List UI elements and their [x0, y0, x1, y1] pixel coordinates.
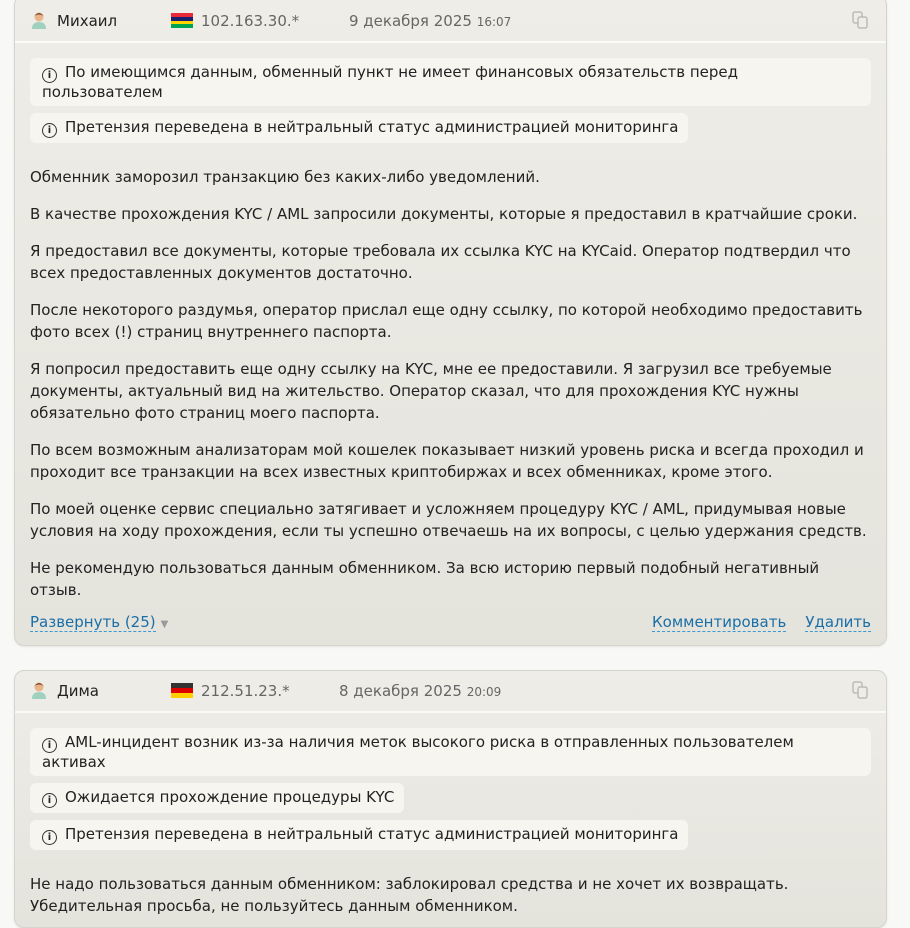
country-flag-icon: [171, 13, 193, 28]
review-text: [30, 166, 871, 601]
info-icon: i: [42, 830, 57, 845]
country-flag-icon: [171, 683, 193, 698]
info-icon: i: [42, 68, 57, 83]
review-header: [15, 671, 886, 713]
badge-text: По имеющимся данным, обменный пункт не имеет финансовых обязательств перед пользователем: [42, 63, 738, 101]
comment-link[interactable]: Комментировать: [652, 613, 787, 631]
info-icon: i: [42, 738, 57, 753]
review-paragraph: Не рекомендую пользоваться данным обменником. За всю историю первый подобный негативный отзыв.: [30, 559, 820, 599]
status-badge: [30, 58, 871, 113]
badge-text: AML-инцидент возник из-за наличия меток высокого риска в отправленных пользователем активах: [42, 733, 794, 771]
review-card: [14, 0, 887, 646]
review-paragraph: Я предоставил все документы, которые требовала их ссылка KYC на KYCaid. Оператор подтвердил что всех предоставленных документов достаточно.: [30, 242, 851, 282]
status-badge: [30, 783, 871, 820]
expand-link[interactable]: Развернуть (25): [30, 613, 156, 631]
date-text: 9 декабря 2025: [349, 12, 472, 30]
delete-link[interactable]: Удалить: [805, 613, 871, 631]
review-paragraph: Не надо пользоваться данным обменником: заблокировал средства и не хочет их возвращать. Убедительная просьба, не пользуйтесь данным обменником.: [30, 875, 789, 915]
badge-text: Претензия переведена в нейтральный статус администрацией мониторинга: [65, 825, 679, 843]
time-text: 20:09: [466, 685, 502, 699]
copy-icon[interactable]: [852, 681, 868, 699]
badge-text: Претензия переведена в нейтральный статус администрацией мониторинга: [65, 118, 679, 136]
author-name[interactable]: Михаил: [57, 12, 118, 30]
badge-text: Ожидается прохождение процедуры KYC: [65, 788, 395, 806]
copy-icon[interactable]: [852, 11, 868, 29]
review-paragraph: Обменник заморозил транзакцию без каких-либо уведомлений.: [30, 168, 540, 186]
ip-address: 212.51.23.*: [201, 682, 290, 700]
review-date: [339, 682, 501, 700]
review-paragraph: В качестве прохождения KYC / AML запросили документы, которые я предоставил в кратчайшие сроки.: [30, 205, 858, 223]
info-icon: i: [42, 123, 57, 138]
author-name[interactable]: Дима: [57, 682, 99, 700]
ip-address: 102.163.30.*: [201, 12, 300, 30]
status-badge: [30, 820, 871, 857]
date-text: 8 декабря 2025: [339, 682, 462, 700]
review-paragraph: Я попросил предоставить еще одну ссылку на KYC, мне ее предоставили. Я загрузил все требуемые документы, актуальный вид на жительство. Оператор сказал, что для прохождения KYC нужны обязательно фото страниц моего паспорта.: [30, 360, 832, 422]
review-card: [14, 670, 887, 928]
review-footer: [30, 613, 871, 635]
review-text: [30, 873, 871, 917]
info-icon: i: [42, 793, 57, 808]
time-text: 16:07: [476, 15, 512, 29]
review-paragraph: По всем возможным анализаторам мой кошелек показывает низкий уровень риска и всегда проходил и проходит все транзакции на всех известных криптобиржах и всех обменниках, кроме этого.: [30, 441, 864, 481]
status-badge: [30, 728, 871, 783]
user-avatar-icon: [31, 681, 47, 699]
chevron-down-icon: ▼: [160, 619, 169, 630]
review-date: [349, 12, 511, 30]
review-header: [15, 0, 886, 43]
status-badge: [30, 113, 871, 150]
review-paragraph: По моей оценке сервис специально затягивает и усложняем процедуру KYC / AML, придумывая новые условия на ходу прохождения, если ты успешно отвечаешь на их вопросы, с целью удержания средств.: [30, 500, 867, 540]
review-paragraph: После некоторого раздумья, оператор прислал еще одну ссылку, по которой необходимо предоставить фото всех (!) страниц внутреннего паспорта.: [30, 301, 863, 341]
user-avatar-icon: [31, 11, 47, 29]
